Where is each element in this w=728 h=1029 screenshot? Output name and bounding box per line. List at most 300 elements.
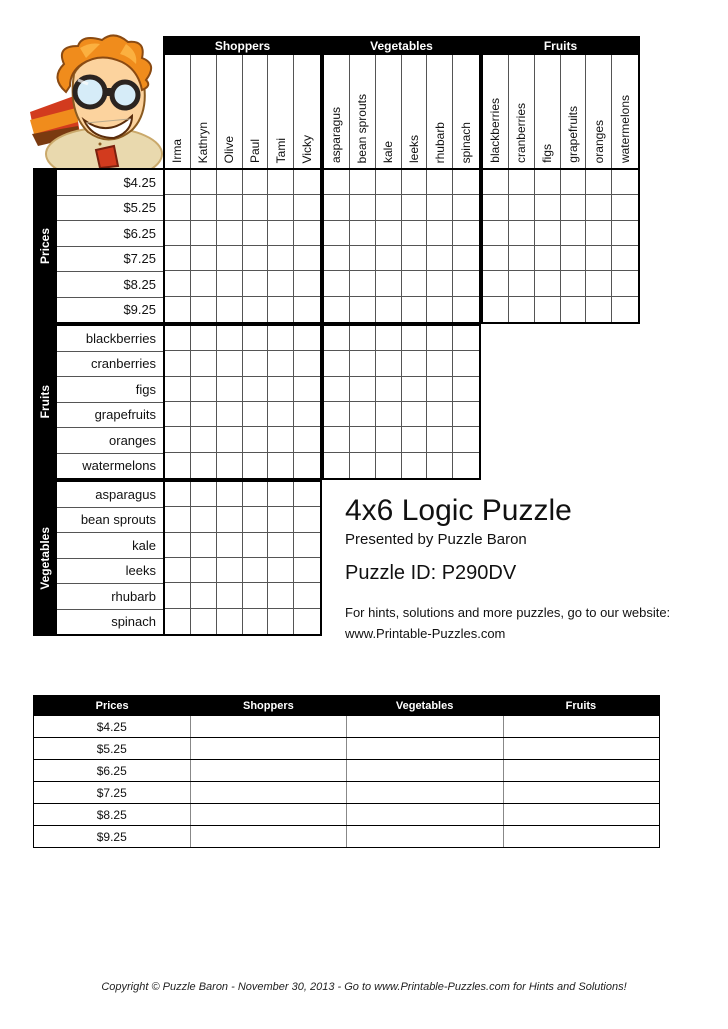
grid-cell[interactable] — [268, 482, 294, 507]
answer-price-cell: $4.25 — [34, 716, 191, 737]
answer-cell[interactable] — [347, 760, 504, 781]
grid-cell[interactable] — [217, 507, 243, 532]
grid-cell[interactable] — [483, 170, 509, 195]
grid-cell[interactable] — [483, 195, 509, 220]
grid-cell[interactable] — [165, 221, 191, 246]
grid-cell[interactable] — [268, 507, 294, 532]
answer-price-cell: $9.25 — [34, 826, 191, 847]
grid-cell[interactable] — [217, 326, 243, 351]
grid-cell[interactable] — [453, 453, 479, 478]
grid-cell[interactable] — [612, 170, 638, 195]
grid-cell[interactable] — [268, 271, 294, 296]
answer-cell[interactable] — [504, 804, 660, 825]
grid-cell[interactable] — [243, 583, 269, 608]
grid-cell[interactable] — [191, 533, 217, 558]
column-header — [453, 55, 479, 168]
grid-cell[interactable] — [324, 453, 350, 478]
grid-cell[interactable] — [217, 170, 243, 195]
grid-cell[interactable] — [509, 271, 535, 296]
grid-cell[interactable] — [350, 402, 376, 427]
answer-table — [33, 695, 660, 848]
grid-cell[interactable] — [402, 195, 428, 220]
grid-cell[interactable] — [535, 271, 561, 296]
grid-cell[interactable] — [217, 377, 243, 402]
grid-cell[interactable] — [483, 221, 509, 246]
row-label: leeks — [57, 559, 163, 585]
grid-cell[interactable] — [427, 246, 453, 271]
grid-cell[interactable] — [376, 453, 402, 478]
grid-cell[interactable] — [402, 271, 428, 296]
grid-cell[interactable] — [350, 453, 376, 478]
grid-cell[interactable] — [561, 297, 587, 322]
grid-block — [163, 324, 322, 480]
answer-price-cell: $6.25 — [34, 760, 191, 781]
answer-price-cell: $8.25 — [34, 804, 191, 825]
hint-text — [345, 603, 675, 645]
grid-cell[interactable] — [191, 558, 217, 583]
answer-row — [34, 737, 659, 759]
grid-cell[interactable] — [217, 402, 243, 427]
answer-cell[interactable] — [191, 738, 348, 759]
column-header — [561, 55, 587, 168]
grid-cell[interactable] — [427, 170, 453, 195]
grid-cell[interactable] — [268, 246, 294, 271]
grid-cell[interactable] — [165, 583, 191, 608]
answer-cell[interactable] — [347, 782, 504, 803]
grid-cell[interactable] — [350, 351, 376, 376]
grid-cell[interactable] — [612, 195, 638, 220]
grid-cell[interactable] — [243, 221, 269, 246]
row-labels — [57, 170, 163, 322]
grid-cell[interactable] — [217, 351, 243, 376]
grid-cell[interactable] — [243, 195, 269, 220]
grid-cell[interactable] — [243, 482, 269, 507]
grid-cell[interactable] — [612, 246, 638, 271]
grid-cell[interactable] — [165, 482, 191, 507]
column-header-block — [322, 55, 481, 168]
grid-cell[interactable] — [268, 558, 294, 583]
grid-cell[interactable] — [453, 246, 479, 271]
grid-cell[interactable] — [217, 583, 243, 608]
grid-cell[interactable] — [350, 271, 376, 296]
grid-cell[interactable] — [243, 297, 269, 322]
grid-cell[interactable] — [324, 427, 350, 452]
grid-cell[interactable] — [324, 297, 350, 322]
grid-cell[interactable] — [165, 533, 191, 558]
grid-cell[interactable] — [586, 170, 612, 195]
grid-cell[interactable] — [586, 271, 612, 296]
row-label: spinach — [111, 614, 156, 630]
column-header-block — [163, 55, 322, 168]
grid-cell[interactable] — [243, 246, 269, 271]
grid-cell[interactable] — [268, 427, 294, 452]
grid-cell[interactable] — [191, 482, 217, 507]
grid-cell[interactable] — [191, 326, 217, 351]
footer-text: Copyright © Puzzle Baron - November 30, 2013 - Go to www.Printable-Puzzles.com for Hints and Solutions! — [101, 981, 627, 993]
grid-cell[interactable] — [350, 427, 376, 452]
grid-cell[interactable] — [376, 195, 402, 220]
grid-cell[interactable] — [561, 170, 587, 195]
answer-column-header: Shoppers — [243, 699, 294, 712]
column-header-label: Kathryn — [196, 121, 211, 163]
grid-cell[interactable] — [561, 246, 587, 271]
grid-cell[interactable] — [217, 453, 243, 478]
answer-cell[interactable] — [347, 826, 504, 847]
grid-cell[interactable] — [217, 427, 243, 452]
grid-cell[interactable] — [427, 402, 453, 427]
grid-cell[interactable] — [268, 351, 294, 376]
grid-cell[interactable] — [453, 221, 479, 246]
grid-cell[interactable] — [191, 221, 217, 246]
grid-cell[interactable] — [483, 246, 509, 271]
grid-cell[interactable] — [324, 271, 350, 296]
grid-cell[interactable] — [376, 402, 402, 427]
grid-cell[interactable] — [268, 195, 294, 220]
answer-cell[interactable] — [504, 782, 660, 803]
grid-cell[interactable] — [243, 377, 269, 402]
grid-cell[interactable] — [294, 583, 320, 608]
grid-cell[interactable] — [376, 170, 402, 195]
grid-cell[interactable] — [268, 221, 294, 246]
grid-cell[interactable] — [324, 402, 350, 427]
row-label: bean sprouts — [57, 508, 163, 534]
grid-cell[interactable] — [535, 195, 561, 220]
grid-cell[interactable] — [483, 297, 509, 322]
grid-cell[interactable] — [453, 195, 479, 220]
grid-cell[interactable] — [165, 377, 191, 402]
grid-cell[interactable] — [509, 297, 535, 322]
puzzle-baron-mascot — [30, 34, 163, 168]
answer-cell[interactable] — [191, 760, 348, 781]
grid-cell[interactable] — [165, 297, 191, 322]
grid-cell[interactable] — [217, 533, 243, 558]
answer-cell[interactable] — [191, 782, 348, 803]
grid-cell[interactable] — [294, 170, 320, 195]
grid-cell[interactable] — [294, 351, 320, 376]
column-header — [586, 55, 612, 168]
grid-cell[interactable] — [402, 221, 428, 246]
answer-row — [34, 803, 659, 825]
grid-cell[interactable] — [294, 427, 320, 452]
grid-cell[interactable] — [191, 507, 217, 532]
row-label: rhubarb — [57, 584, 163, 610]
grid-cell[interactable] — [165, 246, 191, 271]
grid-cell[interactable] — [191, 351, 217, 376]
subtitle: Presented by Puzzle Baron — [345, 531, 527, 548]
grid-cell[interactable] — [191, 170, 217, 195]
grid-cell[interactable] — [612, 221, 638, 246]
grid-cell[interactable] — [294, 271, 320, 296]
grid-cell[interactable] — [217, 271, 243, 296]
grid-cell[interactable] — [535, 246, 561, 271]
grid-cell[interactable] — [350, 297, 376, 322]
grid-cell[interactable] — [165, 427, 191, 452]
answer-row — [34, 715, 659, 737]
answer-cell[interactable] — [347, 738, 504, 759]
answer-cell[interactable] — [504, 738, 660, 759]
grid-cell[interactable] — [586, 246, 612, 271]
grid-cell[interactable] — [350, 377, 376, 402]
grid-cell[interactable] — [535, 221, 561, 246]
grid-cell[interactable] — [294, 377, 320, 402]
grid-cell[interactable] — [243, 558, 269, 583]
grid-cell[interactable] — [402, 453, 428, 478]
grid-cell[interactable] — [165, 195, 191, 220]
grid-cell[interactable] — [268, 402, 294, 427]
grid-cell[interactable] — [165, 507, 191, 532]
grid-cell[interactable] — [427, 453, 453, 478]
grid-cell[interactable] — [165, 271, 191, 296]
row-group-label: Prices — [38, 227, 52, 265]
grid-cell[interactable] — [376, 271, 402, 296]
grid-cell[interactable] — [376, 246, 402, 271]
column-header-label: blackberries — [488, 98, 503, 163]
grid-cell[interactable] — [350, 195, 376, 220]
grid-cell[interactable] — [217, 297, 243, 322]
grid-cell[interactable] — [191, 583, 217, 608]
grid-cell[interactable] — [427, 221, 453, 246]
grid-cell[interactable] — [324, 195, 350, 220]
row-label: blackberries — [57, 326, 163, 352]
grid-cell[interactable] — [350, 326, 376, 351]
grid-cell[interactable] — [453, 170, 479, 195]
row-label: watermelons — [82, 458, 156, 474]
answer-cell[interactable] — [347, 716, 504, 737]
grid-cell[interactable] — [191, 427, 217, 452]
grid-cell[interactable] — [376, 221, 402, 246]
grid-cell[interactable] — [350, 246, 376, 271]
grid-cell[interactable] — [561, 195, 587, 220]
column-header-label: Vicky — [300, 134, 315, 163]
grid-cell[interactable] — [165, 326, 191, 351]
answer-cell[interactable] — [191, 826, 348, 847]
grid-cell[interactable] — [402, 377, 428, 402]
grid-cell[interactable] — [402, 246, 428, 271]
grid-cell[interactable] — [561, 271, 587, 296]
grid-cell[interactable] — [191, 453, 217, 478]
grid-cell[interactable] — [509, 170, 535, 195]
grid-cell[interactable] — [427, 271, 453, 296]
grid-cell[interactable] — [376, 326, 402, 351]
answer-cell[interactable] — [347, 804, 504, 825]
grid-cell[interactable] — [217, 609, 243, 634]
column-header-label: leeks — [406, 134, 421, 163]
grid-cell[interactable] — [217, 482, 243, 507]
grid-cell[interactable] — [324, 351, 350, 376]
grid-cell[interactable] — [294, 221, 320, 246]
grid-cell[interactable] — [453, 351, 479, 376]
grid-cell[interactable] — [217, 221, 243, 246]
grid-cell[interactable] — [453, 402, 479, 427]
grid-cell[interactable] — [453, 297, 479, 322]
grid-cell[interactable] — [586, 297, 612, 322]
grid-cell[interactable] — [294, 195, 320, 220]
grid-block — [481, 168, 640, 324]
grid-cell[interactable] — [268, 377, 294, 402]
grid-cell[interactable] — [268, 583, 294, 608]
grid-cell[interactable] — [427, 427, 453, 452]
grid-cell[interactable] — [165, 609, 191, 634]
grid-cell[interactable] — [376, 377, 402, 402]
grid-cell[interactable] — [294, 402, 320, 427]
column-header-label: Olive — [222, 135, 237, 163]
grid-cell[interactable] — [402, 427, 428, 452]
grid-cell[interactable] — [217, 195, 243, 220]
grid-cell[interactable] — [243, 609, 269, 634]
grid-cell[interactable] — [294, 297, 320, 322]
grid-cell[interactable] — [165, 170, 191, 195]
row-label: grapefruits — [57, 403, 163, 429]
grid-cell[interactable] — [509, 246, 535, 271]
grid-cell[interactable] — [294, 246, 320, 271]
grid-cell[interactable] — [376, 427, 402, 452]
answer-price-cell: $5.25 — [34, 738, 191, 759]
grid-cell[interactable] — [453, 271, 479, 296]
grid-cell[interactable] — [191, 609, 217, 634]
grid-cell[interactable] — [191, 402, 217, 427]
answer-cell[interactable] — [504, 826, 660, 847]
column-header-label: rhubarb — [432, 121, 447, 163]
grid-cell[interactable] — [165, 558, 191, 583]
grid-cell[interactable] — [294, 326, 320, 351]
row-label: asparagus — [57, 482, 163, 508]
grid-cell[interactable] — [324, 246, 350, 271]
grid-cell[interactable] — [243, 351, 269, 376]
grid-cell[interactable] — [324, 377, 350, 402]
grid-cell[interactable] — [509, 195, 535, 220]
column-header — [165, 55, 191, 168]
column-header-label: figs — [540, 144, 555, 163]
page-title: 4x6 Logic Puzzle — [345, 494, 572, 527]
grid-cell[interactable] — [191, 246, 217, 271]
grid-cell[interactable] — [561, 221, 587, 246]
grid-band — [163, 324, 640, 480]
grid-cell[interactable] — [402, 170, 428, 195]
grid-cell[interactable] — [191, 271, 217, 296]
grid-cell[interactable] — [402, 326, 428, 351]
grid-cell[interactable] — [217, 558, 243, 583]
grid-cell[interactable] — [427, 377, 453, 402]
grid-cell[interactable] — [427, 351, 453, 376]
answer-cell[interactable] — [191, 716, 348, 737]
grid-cell[interactable] — [324, 326, 350, 351]
grid-cell[interactable] — [427, 195, 453, 220]
grid-cell[interactable] — [243, 170, 269, 195]
grid-cell[interactable] — [243, 533, 269, 558]
grid-cell[interactable] — [268, 170, 294, 195]
grid-cell[interactable] — [268, 609, 294, 634]
grid-cell[interactable] — [586, 221, 612, 246]
grid-cell[interactable] — [268, 326, 294, 351]
grid-cell[interactable] — [586, 195, 612, 220]
answer-column-header: Prices — [95, 699, 129, 712]
column-header — [268, 55, 294, 168]
grid-cell[interactable] — [427, 297, 453, 322]
grid-cell[interactable] — [535, 297, 561, 322]
grid-cell[interactable] — [350, 221, 376, 246]
column-header-block — [481, 55, 640, 168]
grid-cell[interactable] — [243, 402, 269, 427]
grid-cell[interactable] — [165, 351, 191, 376]
grid-cell[interactable] — [294, 533, 320, 558]
column-header-label: grapefruits — [565, 106, 580, 163]
grid-cell[interactable] — [243, 427, 269, 452]
column-group-bar — [163, 36, 640, 55]
grid-cell[interactable] — [268, 533, 294, 558]
grid-cell[interactable] — [453, 377, 479, 402]
answer-cell[interactable] — [504, 716, 660, 737]
column-header-label: oranges — [591, 119, 606, 163]
grid-cell[interactable] — [243, 271, 269, 296]
answer-cell[interactable] — [504, 760, 660, 781]
grid-cell[interactable] — [191, 195, 217, 220]
column-header-label: cranberries — [514, 102, 529, 163]
answer-cell[interactable] — [191, 804, 348, 825]
row-label: oranges — [57, 428, 163, 454]
column-header — [509, 55, 535, 168]
grid-cell[interactable] — [165, 453, 191, 478]
grid-cell[interactable] — [294, 453, 320, 478]
grid-cell[interactable] — [350, 170, 376, 195]
col-group-label: Vegetables — [370, 38, 433, 53]
grid-cell[interactable] — [376, 297, 402, 322]
grid-cell[interactable] — [294, 482, 320, 507]
grid-cell[interactable] — [268, 453, 294, 478]
grid-cell[interactable] — [217, 246, 243, 271]
grid-cell[interactable] — [294, 609, 320, 634]
grid-cell[interactable] — [612, 297, 638, 322]
grid-cell[interactable] — [191, 377, 217, 402]
grid-cell[interactable] — [243, 507, 269, 532]
grid-cell[interactable] — [509, 221, 535, 246]
grid-block — [322, 324, 481, 480]
grid-cell[interactable] — [243, 326, 269, 351]
row-label: $6.25 — [57, 221, 163, 247]
grid-cell[interactable] — [243, 453, 269, 478]
grid-cell[interactable] — [453, 427, 479, 452]
website-link: www.Printable-Puzzles.com — [345, 625, 506, 641]
row-label: $5.25 — [57, 196, 163, 222]
grid-cell[interactable] — [535, 170, 561, 195]
grid-cell[interactable] — [268, 297, 294, 322]
column-header — [612, 55, 638, 168]
grid-block — [163, 480, 322, 636]
grid-cell[interactable] — [294, 507, 320, 532]
column-header-label: bean sprouts — [355, 93, 370, 163]
grid-cell[interactable] — [294, 558, 320, 583]
row-label: figs — [57, 377, 163, 403]
column-header-label: Paul — [247, 138, 262, 163]
grid-cell[interactable] — [453, 326, 479, 351]
grid-block — [163, 168, 322, 324]
column-header — [191, 55, 217, 168]
row-label: $4.25 — [57, 170, 163, 196]
column-header — [376, 55, 402, 168]
grid-cell[interactable] — [191, 297, 217, 322]
grid-cell[interactable] — [402, 351, 428, 376]
grid-cell[interactable] — [612, 271, 638, 296]
grid-cell[interactable] — [324, 221, 350, 246]
grid-cell[interactable] — [402, 297, 428, 322]
column-header — [324, 55, 350, 168]
grid-cell[interactable] — [427, 326, 453, 351]
grid-cell[interactable] — [376, 351, 402, 376]
grid-cell[interactable] — [483, 271, 509, 296]
grid-cell[interactable] — [165, 402, 191, 427]
grid-cell[interactable] — [324, 170, 350, 195]
row-label: cranberries — [57, 352, 163, 378]
grid-cell[interactable] — [402, 402, 428, 427]
